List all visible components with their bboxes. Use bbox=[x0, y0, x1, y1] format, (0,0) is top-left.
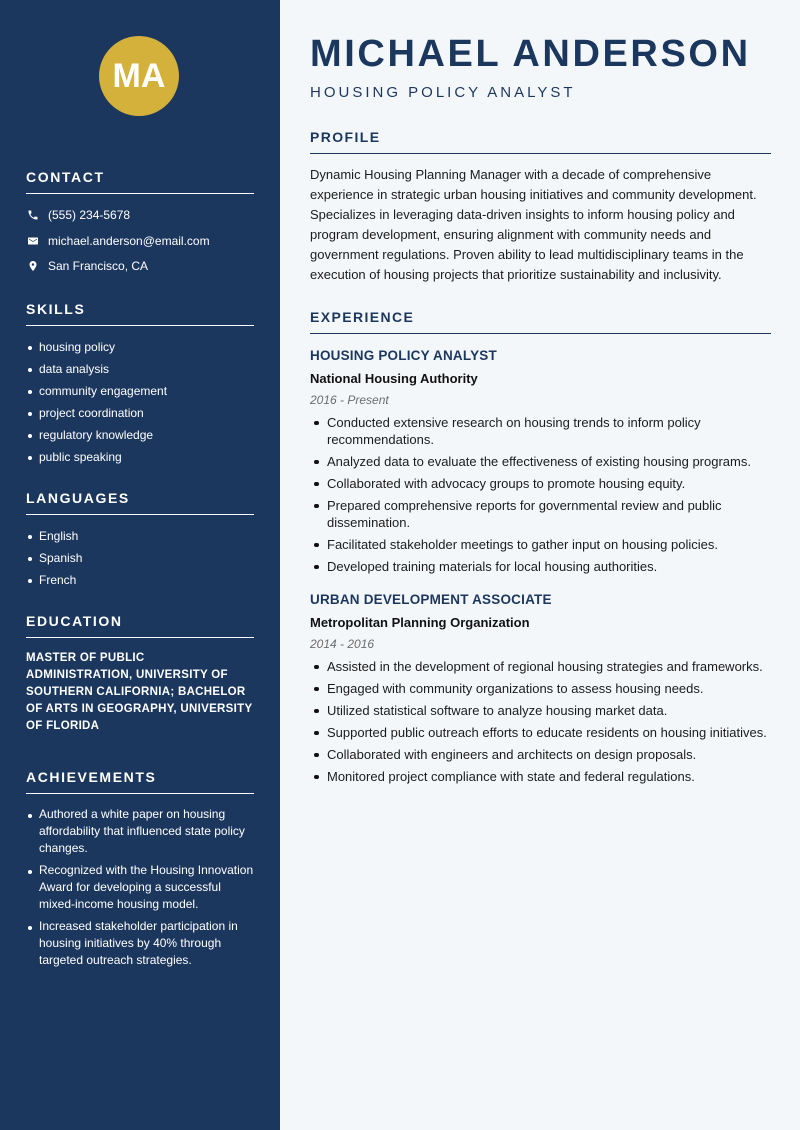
education-text: MASTER OF PUBLIC ADMINISTRATION, UNIVERSITY OF SOUTHERN CALIFORNIA; BACHELOR OF ARTS IN GEOGRAPHY, UNIVERSITY OF FLORIDA bbox=[26, 652, 253, 733]
list-item: Collaborated with engineers and architects on design proposals. bbox=[310, 746, 771, 763]
list-item: regulatory knowledge bbox=[26, 426, 254, 444]
contact-section bbox=[26, 169, 254, 275]
list-item: Authored a white paper on housing affordability that influenced state policy changes. bbox=[26, 806, 254, 857]
list-item: Spanish bbox=[26, 549, 254, 567]
list-item: Utilized statistical software to analyze housing market data. bbox=[310, 702, 771, 719]
languages-section bbox=[26, 490, 254, 589]
list-item: Facilitated stakeholder meetings to gather input on housing policies. bbox=[310, 536, 771, 553]
main-content bbox=[280, 0, 800, 1130]
list-item: French bbox=[26, 571, 254, 589]
list-item: housing policy bbox=[26, 338, 254, 356]
job-bullets bbox=[310, 414, 771, 575]
contact-location bbox=[26, 257, 254, 275]
person-title: HOUSING POLICY ANALYST bbox=[310, 84, 576, 101]
avatar-wrap bbox=[24, 36, 254, 116]
profile-text: Dynamic Housing Planning Manager with a decade of comprehensive experience in strategic urban housing initiatives and community development. Specializes in leveraging data-driven insights to inform housing policy and program development, ensuring alignment with community needs and government regulations. Proven ability to lead multidisciplinary teams in the execution of housing projects that prioritize sustainability and inclusivity. bbox=[310, 167, 757, 282]
achievements-list bbox=[26, 806, 254, 969]
contact-email-text[interactable]: michael.anderson@email.com bbox=[48, 233, 210, 248]
avatar: MA bbox=[99, 36, 179, 116]
job-role: HOUSING POLICY ANALYST bbox=[310, 348, 497, 363]
list-item: English bbox=[26, 527, 254, 545]
achievements-heading: ACHIEVEMENTS bbox=[26, 769, 254, 794]
job-entry bbox=[310, 591, 771, 785]
list-item: Developed training materials for local housing authorities. bbox=[310, 558, 771, 575]
email-icon bbox=[26, 234, 40, 248]
languages-list bbox=[26, 527, 254, 589]
list-item: Monitored project compliance with state and federal regulations. bbox=[310, 768, 771, 785]
languages-heading: LANGUAGES bbox=[26, 490, 254, 515]
job-bullets bbox=[310, 658, 771, 785]
person-name: MICHAEL ANDERSON bbox=[310, 33, 751, 75]
experience-heading: EXPERIENCE bbox=[310, 309, 771, 334]
job-company: National Housing Authority bbox=[310, 371, 478, 386]
profile-section bbox=[310, 129, 771, 285]
job-company: Metropolitan Planning Organization bbox=[310, 615, 530, 630]
profile-heading: PROFILE bbox=[310, 129, 771, 154]
job-dates: 2014 - 2016 bbox=[310, 637, 375, 651]
list-item: community engagement bbox=[26, 382, 254, 400]
list-item: Increased stakeholder participation in housing initiatives by 40% through targeted outreach strategies. bbox=[26, 918, 254, 969]
list-item: Conducted extensive research on housing trends to inform policy recommendations. bbox=[310, 414, 771, 448]
list-item: Recognized with the Housing Innovation Award for developing a successful mixed-income housing model. bbox=[26, 862, 254, 913]
list-item: Analyzed data to evaluate the effectiveness of existing housing programs. bbox=[310, 453, 771, 470]
list-item: data analysis bbox=[26, 360, 254, 378]
contact-location-text: San Francisco, CA bbox=[48, 259, 149, 274]
contact-phone-text[interactable]: (555) 234-5678 bbox=[48, 208, 131, 222]
list-item: public speaking bbox=[26, 448, 254, 466]
sidebar bbox=[0, 0, 280, 1130]
education-section bbox=[26, 613, 254, 735]
list-item: project coordination bbox=[26, 404, 254, 422]
job-role: URBAN DEVELOPMENT ASSOCIATE bbox=[310, 592, 552, 607]
contact-email bbox=[26, 232, 254, 250]
list-item: Assisted in the development of regional housing strategies and frameworks. bbox=[310, 658, 771, 675]
job-dates: 2016 - Present bbox=[310, 393, 389, 407]
skills-heading: SKILLS bbox=[26, 301, 254, 326]
list-item: Engaged with community organizations to assess housing needs. bbox=[310, 680, 771, 697]
contact-phone bbox=[26, 206, 254, 224]
job-entry bbox=[310, 347, 771, 575]
experience-section bbox=[310, 309, 771, 785]
skills-list bbox=[26, 338, 254, 466]
phone-icon bbox=[26, 208, 40, 222]
skills-section bbox=[26, 301, 254, 466]
education-heading: EDUCATION bbox=[26, 613, 254, 638]
list-item: Collaborated with advocacy groups to promote housing equity. bbox=[310, 475, 771, 492]
contact-heading: CONTACT bbox=[26, 169, 254, 194]
achievements-section bbox=[26, 769, 254, 969]
list-item: Prepared comprehensive reports for governmental review and public dissemination. bbox=[310, 497, 771, 531]
location-pin-icon bbox=[26, 259, 40, 273]
list-item: Supported public outreach efforts to educate residents on housing initiatives. bbox=[310, 724, 771, 741]
